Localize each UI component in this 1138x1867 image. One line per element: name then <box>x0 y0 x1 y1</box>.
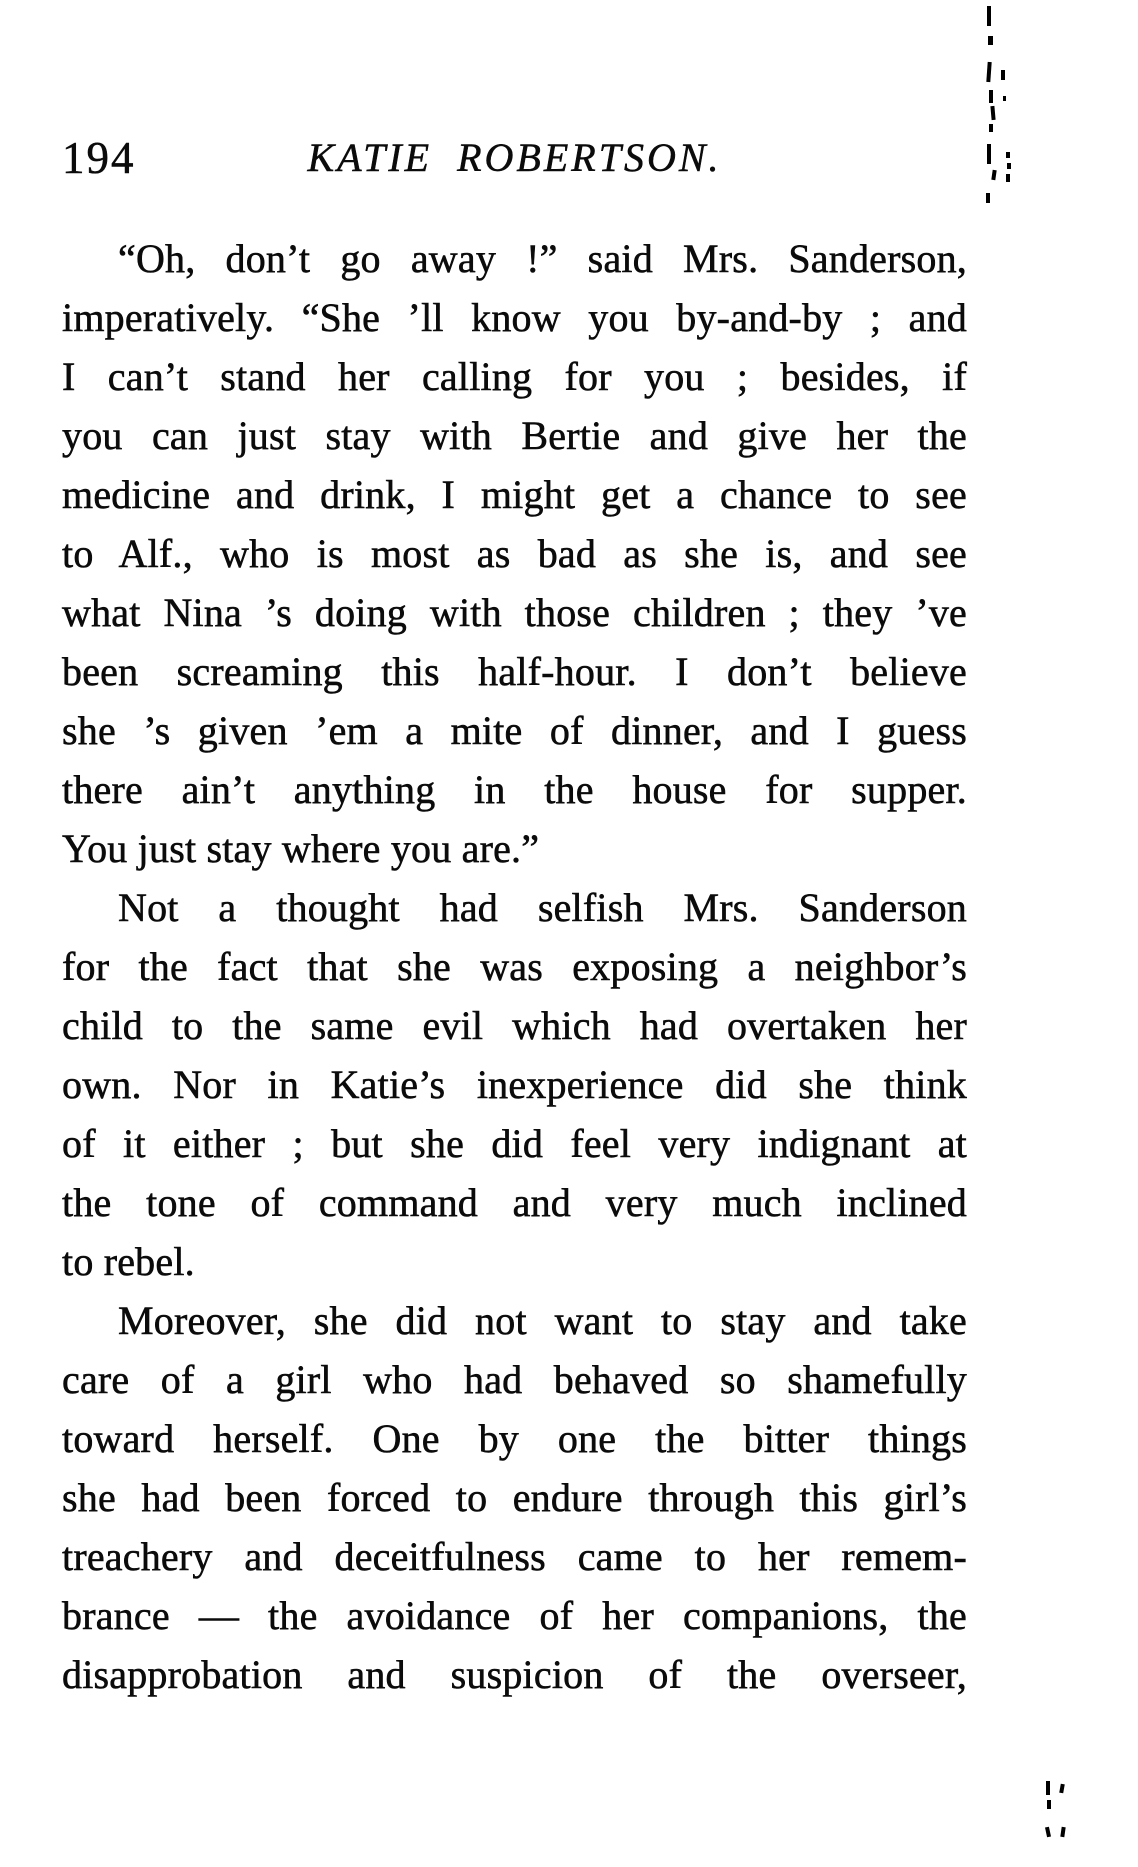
page-text <box>62 229 967 1704</box>
text-line: there ain’t anything in the house for supper. <box>62 767 967 812</box>
text-line: “Oh, don’t go away !” said Mrs. Sanderson, <box>118 236 967 281</box>
text-line: You just stay where you are.” <box>62 826 540 871</box>
page-number: 194 <box>62 133 136 183</box>
text-line: the tone of command and very much inclined <box>62 1180 967 1225</box>
text-line: care of a girl who had behaved so shamefully <box>62 1357 967 1402</box>
text-line: I can’t stand her calling for you ; besides, if <box>62 354 967 399</box>
text-line: for the fact that she was exposing a neighbor’s <box>62 944 967 989</box>
running-title: KATIE ROBERTSON. <box>307 135 722 180</box>
text-line: Moreover, she did not want to stay and take <box>118 1298 967 1343</box>
text-line: toward herself. One by one the bitter things <box>62 1416 967 1461</box>
text-line: imperatively. “She ’ll know you by-and-by ; and <box>62 295 967 340</box>
page-header <box>62 128 967 188</box>
text-line: to Alf., who is most as bad as she is, and see <box>62 531 967 576</box>
text-line: disapprobation and suspicion of the overseer, <box>62 1652 967 1697</box>
text-line: she had been forced to endure through this girl’s <box>62 1475 967 1520</box>
text-line: you can just stay with Bertie and give her the <box>62 413 967 458</box>
text-line: brance — the avoidance of her companions, the <box>62 1593 967 1638</box>
text-line: child to the same evil which had overtaken her <box>62 1003 967 1048</box>
text-line: own. Nor in Katie’s inexperience did she think <box>62 1062 967 1107</box>
text-line: what Nina ’s doing with those children ; they ’ve <box>62 590 967 635</box>
text-line: treachery and deceitfulness came to her remem- <box>62 1534 967 1579</box>
text-line: to rebel. <box>62 1239 195 1284</box>
text-line: been screaming this half-hour. I don’t believe <box>62 649 967 694</box>
text-line: Not a thought had selfish Mrs. Sanderson <box>118 885 967 930</box>
text-line: medicine and drink, I might get a chance to see <box>62 472 967 517</box>
text-line: she ’s given ’em a mite of dinner, and I guess <box>62 708 967 753</box>
text-line: of it either ; but she did feel very indignant at <box>62 1121 967 1166</box>
